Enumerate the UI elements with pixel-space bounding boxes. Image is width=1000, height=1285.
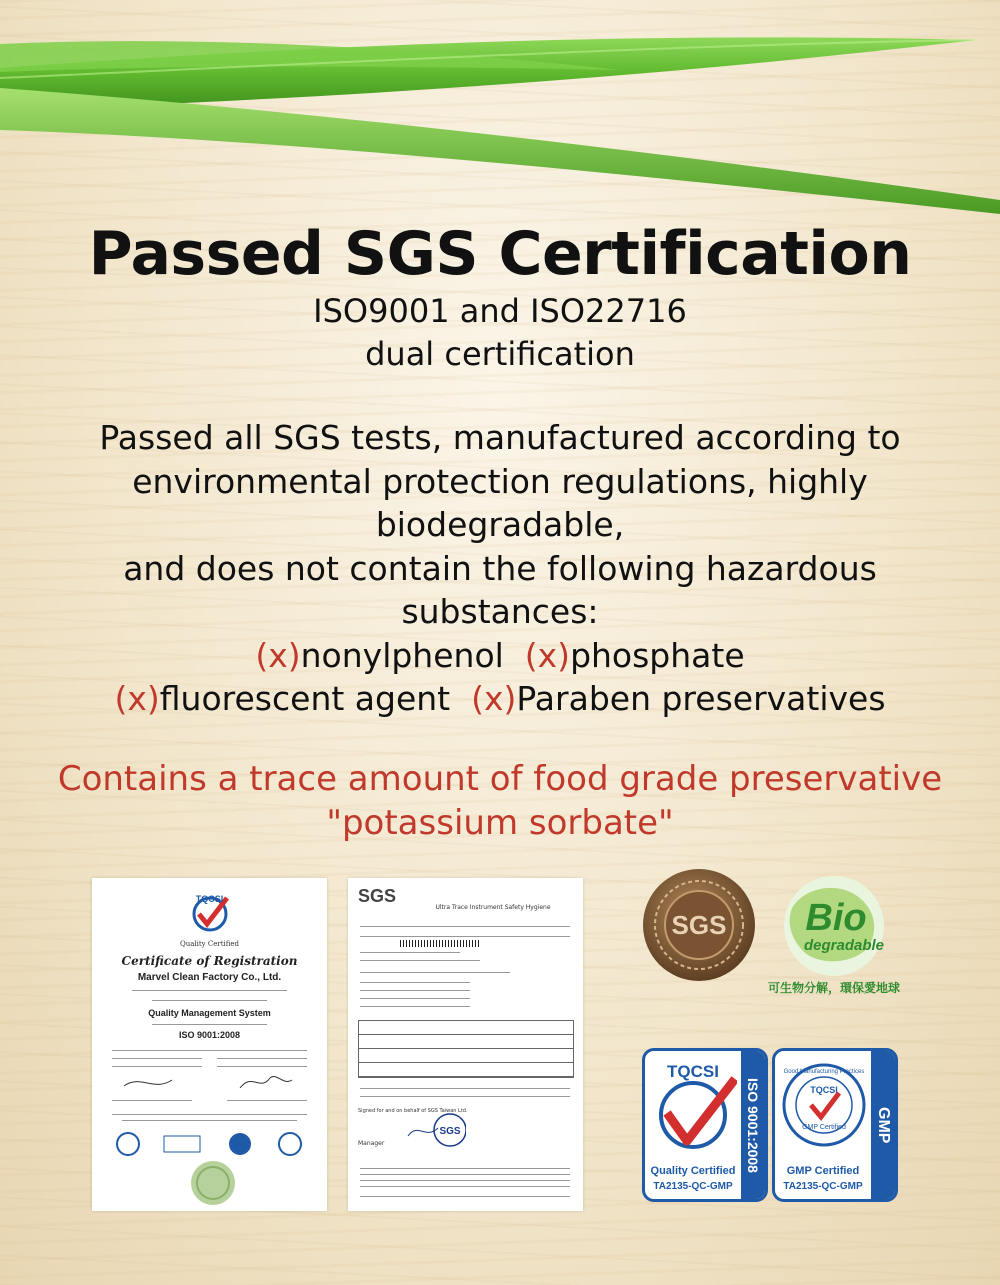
tqcsi-logo-text: TQCSI <box>195 894 224 904</box>
tqcsi-logo-text: TQCSI <box>667 1062 719 1081</box>
gmp-seal-icon <box>781 1057 867 1157</box>
substance-paraben: Paraben preservatives <box>516 679 886 718</box>
description-line: Passed all SGS tests, manufactured according to <box>99 418 901 457</box>
description-line: and does not contain the following hazardous <box>123 548 877 588</box>
bio-text: Bio <box>805 897 867 939</box>
main-text <box>0 218 1000 845</box>
gmp-code: TA2135-QC-GMP <box>783 1181 863 1192</box>
description-line: substances: <box>401 592 599 631</box>
description-paragraph <box>0 416 1000 721</box>
note-line-1: Contains a trace amount of food grade preservative <box>57 758 943 799</box>
description-line: biodegradable, <box>375 505 625 544</box>
certificate-standard: ISO 9001:2008 <box>178 1030 241 1040</box>
subtitle-line-1: ISO9001 and ISO22716 <box>313 292 687 330</box>
gmp-caption: GMP Certified <box>786 1165 860 1177</box>
gmp-inner-sub: GMP Certified <box>802 1124 846 1131</box>
x-mark: (x) <box>524 635 571 675</box>
tqcsi-code: TA2135-QC-GMP <box>653 1181 733 1192</box>
sgs-report-title: Ultra Trace Instrument Safety Hygiene <box>435 904 551 911</box>
x-mark: (x) <box>255 635 301 675</box>
substance-row-1 <box>0 634 1000 678</box>
gmp-ring-text: Good Manufacturing Practices <box>783 1069 865 1075</box>
green-leaves-decoration <box>0 0 1000 230</box>
tqcsi-side-strip: ISO 9001:2008 <box>741 1051 765 1199</box>
substance-fluorescent-agent: fluorescent agent <box>159 679 451 718</box>
certificate-system: Quality Management System <box>148 1008 271 1018</box>
sgs-report-signed-for: Signed for and on behalf of SGS Taiwan Ltd. <box>358 1108 468 1114</box>
iso-certificate-image <box>92 878 327 1211</box>
sgs-report-manager: Manager <box>358 1140 385 1147</box>
biodegradable-badge <box>764 868 904 1008</box>
sgs-seal-text: SGS <box>671 910 727 940</box>
substance-nonylphenol: nonylphenol <box>300 635 504 675</box>
svg-text:SGS: SGS <box>439 1126 461 1137</box>
sgs-seal-badge <box>640 866 758 984</box>
bio-chinese-text: 可生物分解，環保愛地球 <box>767 981 901 995</box>
substance-row-2 <box>0 677 1000 721</box>
bio-sub-text: degradable <box>803 937 885 954</box>
signature-icon <box>120 1070 300 1094</box>
gmp-certified-badge <box>772 1048 898 1202</box>
description-line: environmental protection regulations, highly <box>132 461 868 501</box>
subtitle-line-2: dual certification <box>365 335 635 373</box>
certificate-quality-certified: Quality Certified <box>179 940 240 948</box>
certificate-title: Certificate of Registration <box>121 954 298 968</box>
preservative-note <box>0 757 1000 845</box>
x-mark: (x) <box>114 679 160 718</box>
sgs-stamp-icon <box>406 1110 466 1150</box>
note-line-2: "potassium sorbate" <box>326 802 674 843</box>
tqcsi-iso-badge <box>642 1048 768 1202</box>
substance-phosphate: phosphate <box>570 635 745 675</box>
sgs-test-report-image <box>348 878 583 1211</box>
certificate-company: Marvel Clean Factory Co., Ltd. <box>137 972 282 983</box>
tqcsi-caption: Quality Certified <box>650 1165 736 1177</box>
gmp-side-strip: GMP <box>871 1051 895 1199</box>
sgs-report-logo: SGS <box>358 886 397 906</box>
tqcsi-check-icon <box>649 1057 737 1157</box>
accreditation-logos-icon <box>114 1130 309 1160</box>
page-title: Passed SGS Certification <box>88 219 912 289</box>
green-seal-icon <box>190 1160 236 1206</box>
x-mark: (x) <box>471 679 517 718</box>
sgs-report-table <box>358 1020 574 1078</box>
gmp-inner-logo: TQCSI <box>810 1085 838 1095</box>
